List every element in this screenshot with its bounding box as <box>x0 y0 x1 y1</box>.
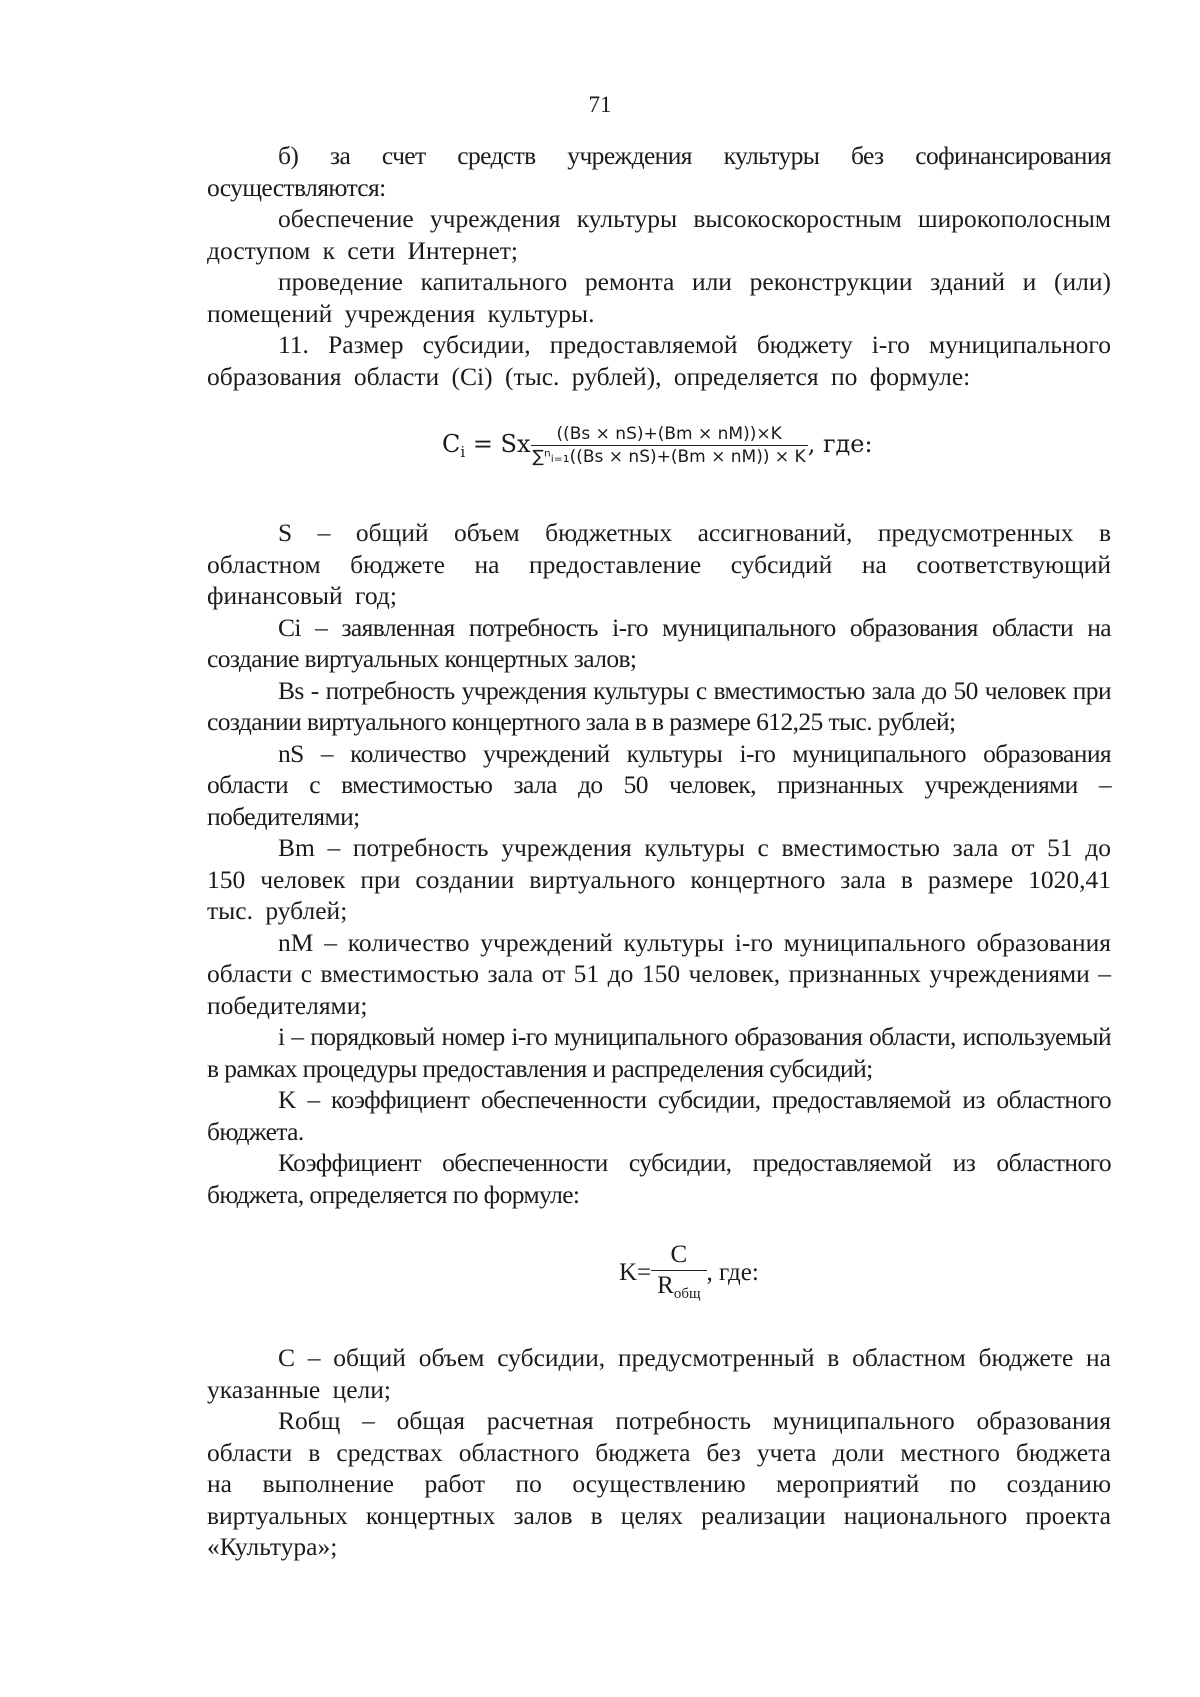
formula-ci-numerator: ((Bs × nS)+(Bm × nM))×K <box>531 423 808 446</box>
formula-k-lhs: K= <box>619 1259 652 1287</box>
formula-ci-fraction <box>531 423 808 468</box>
formula-ci-tail: , где: <box>807 430 873 458</box>
paragraph-def-bs: Bs - потребность учреждения культуры с вместимостью зала до 50 человек при создании виртуального концертного зала в в размере 612,25 тыс. рублей; <box>207 675 1111 736</box>
paragraph-repair: проведение капитального ремонта или реконструкции зданий и (или) помещений учреждения культуры. <box>207 267 1111 328</box>
formula-k-tail: , где: <box>706 1259 759 1287</box>
formula-k <box>207 1222 1111 1328</box>
formula-k-fraction <box>651 1240 706 1309</box>
formula-ci-denominator: ∑ⁿᵢ₌₁((Bs × nS)+(Bm × nM)) × K <box>532 447 806 467</box>
paragraph-def-nm: nM – количество учреждений культуры i-го муниципального образования области с вместимостью зала от 51 до 150 человек, признанных учреждениями – победителями; <box>207 927 1111 1020</box>
paragraph-def-bm: Bm – потребность учреждения культуры с вместимостью зала от 51 до 150 человек при создании виртуального концертного зала в размере 1020,41 тыс. рублей; <box>207 833 1111 925</box>
paragraph-def-k: K – коэффициент обеспеченности субсидии, предоставляемой из областного бюджета. <box>207 1085 1111 1146</box>
paragraph-internet: обеспечение учреждения культуры высокоскоростным широкополосным доступом к сети Интернет; <box>207 204 1111 265</box>
paragraph-def-ns: nS – количество учреждений культуры i-го муниципального образования области с вместимостью зала до 50 человек, признанных учреждениями – победителями; <box>207 738 1111 831</box>
formula-k-denominator: R <box>657 1272 674 1299</box>
formula-k-numerator: C <box>651 1240 706 1271</box>
paragraph-def-c: C – общий объем субсидии, предусмотренный в областном бюджете на указанные цели; <box>207 1343 1111 1404</box>
paragraph-cofinancing: б) за счет средств учреждения культуры без софинансирования осуществляются: <box>207 141 1111 202</box>
formula-ci-lhs-sub: i <box>460 443 466 461</box>
paragraph-def-ci: Ci – заявленная потребность i-го муниципального образования области на создание виртуальных концертных залов; <box>207 612 1111 673</box>
paragraph-def-i: i – порядковый номер i-го муниципального образования области, используемый в рамках процедуры предоставления и распределения субсидий; <box>207 1022 1111 1083</box>
formula-ci-eq: = Sx <box>465 430 531 458</box>
paragraph-def-s: S – общий объем бюджетных ассигнований, предусмотренных в областном бюджете на предоставление субсидий на соответствующий финансовый год; <box>207 518 1111 610</box>
formula-k-denominator-wrap <box>651 1271 706 1309</box>
paragraph-def-robsh: Rобщ – общая расчетная потребность муниципального образования области в средствах областного бюджета без учета доли местного бюджета на выполнение работ по осуществлению мероприятий по созданию виртуальных концертных залов в целях реализации национального проекта «Культура»; <box>207 1406 1111 1561</box>
document-body <box>207 140 1111 1563</box>
formula-ci <box>207 401 1111 499</box>
paragraph-subsidy-size: 11. Размер субсидии, предоставляемой бюджету i-го муниципального образования области (Ci) (тыс. рублей), определяется по формуле: <box>207 330 1111 391</box>
formula-ci-lhs: C <box>442 430 461 458</box>
paragraph-k-formula-intro: Коэффициент обеспеченности субсидии, предоставляемой из областного бюджета, определяется по формуле: <box>207 1148 1111 1209</box>
page-number: 71 <box>588 92 612 117</box>
formula-k-denominator-sub: общ <box>673 1286 701 1302</box>
